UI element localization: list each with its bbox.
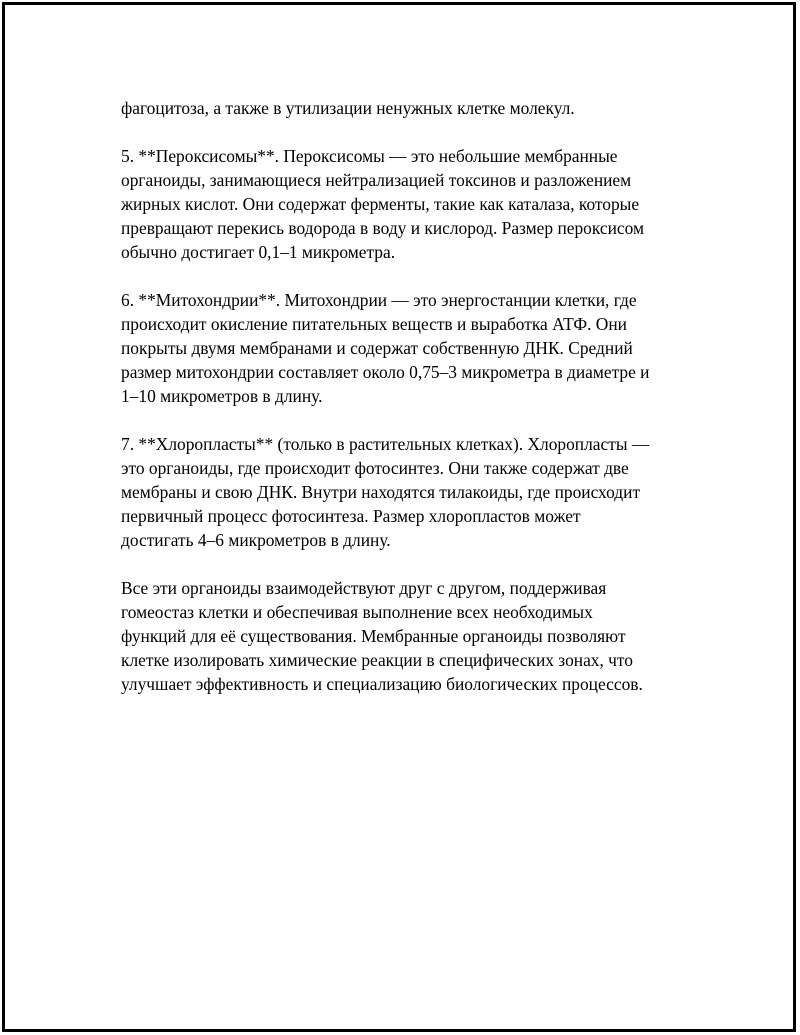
text-line: Все эти органоиды взаимодействуют друг с другом, поддерживая [121, 578, 607, 598]
text-line: функций для её существования. Мембранные органоиды позволяют [121, 626, 626, 646]
text-line: достигать 4–6 микрометров в длину. [121, 530, 391, 550]
text-line: улучшает эффективность и специализацию биологических процессов. [121, 674, 643, 694]
text-line: 1–10 микрометров в длину. [121, 386, 323, 406]
text-line: обычно достигает 0,1–1 микрометра. [121, 242, 396, 262]
document-body [121, 96, 701, 720]
text-line: это органоиды, где происходит фотосинтез. Они также содержат две [121, 458, 629, 478]
text-line: покрыты двумя мембранами и содержат собственную ДНК. Средний [121, 338, 633, 358]
text-line: 7. **Хлоропласты** (только в растительных клетках). Хлоропласты — [121, 434, 650, 454]
text-line: фагоцитоза, а также в утилизации ненужных клетке молекул. [121, 98, 575, 118]
text-line: превращают перекись водорода в воду и кислород. Размер пероксисом [121, 218, 644, 238]
text-line: жирных кислот. Они содержат ферменты, такие как каталаза, которые [121, 194, 640, 214]
paragraph-chloroplasts [121, 432, 701, 552]
page [2, 2, 796, 1032]
text-line: клетке изолировать химические реакции в специфических зонах, что [121, 650, 633, 670]
text-line: органоиды, занимающиеся нейтрализацией токсинов и разложением [121, 170, 632, 190]
paragraph-phagocytosis-end [121, 96, 701, 120]
text-line: 5. **Пероксисомы**. Пероксисомы — это небольшие мембранные [121, 146, 618, 166]
text-line: размер митохондрии составляет около 0,75–3 микрометра в диаметре и [121, 362, 650, 382]
text-line: происходит окисление питательных веществ и выработка АТФ. Они [121, 314, 627, 334]
text-line: первичный процесс фотосинтеза. Размер хлоропластов может [121, 506, 581, 526]
paragraph-peroxisomes [121, 144, 701, 264]
text-line: 6. **Митохондрии**. Митохондрии — это энергостанции клетки, где [121, 290, 637, 310]
paragraph-conclusion [121, 576, 701, 696]
text-line: мембраны и свою ДНК. Внутри находятся тилакоиды, где происходит [121, 482, 641, 502]
paragraph-mitochondria [121, 288, 701, 408]
text-line: гомеостаз клетки и обеспечивая выполнение всех необходимых [121, 602, 593, 622]
